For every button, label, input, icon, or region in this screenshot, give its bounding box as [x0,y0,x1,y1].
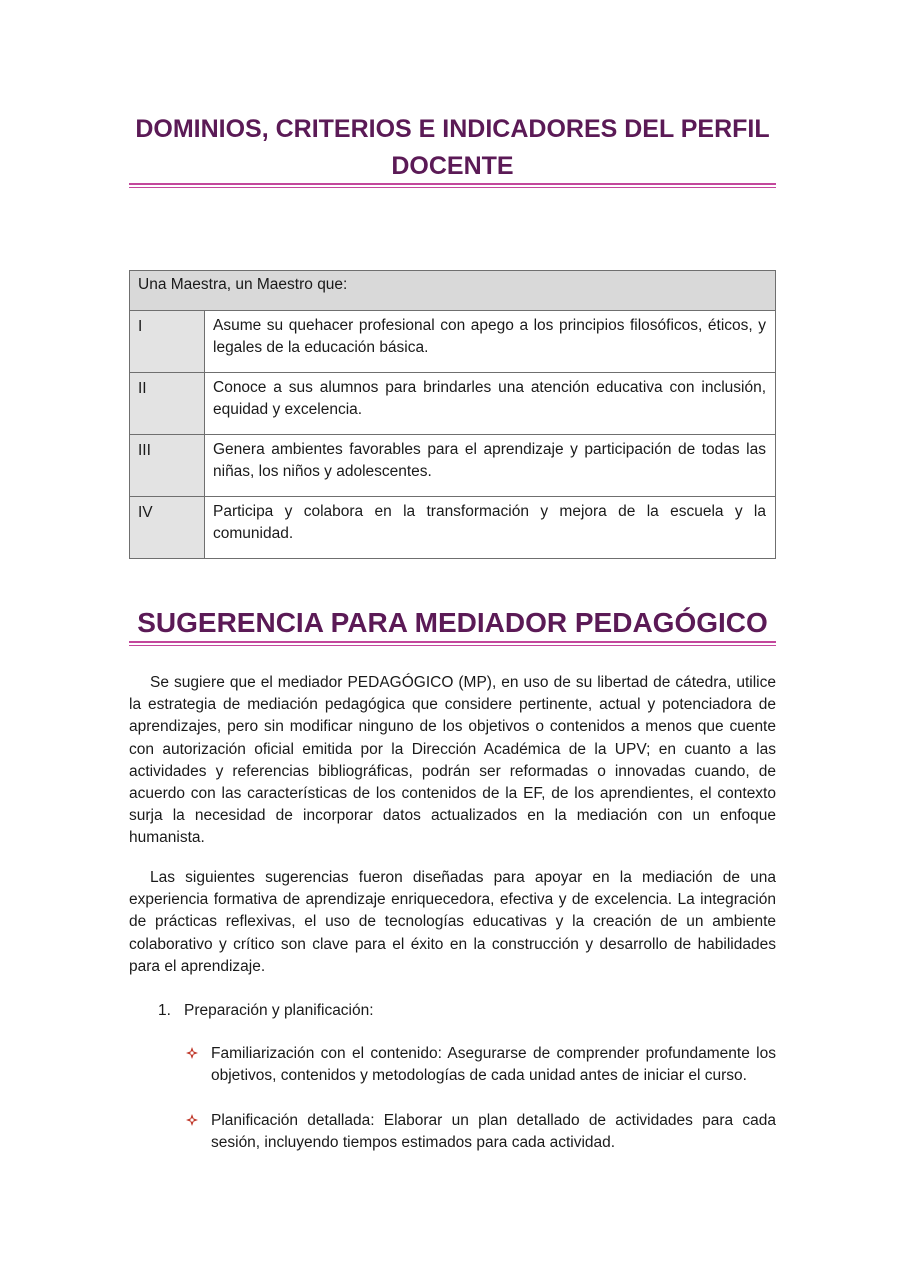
bullet-item [185,1110,776,1154]
table-row [130,435,776,497]
list-label: Preparación y planificación: [184,1002,374,1019]
row-text: Genera ambientes favorables para el aprendizaje y participación de todas las niñas, los niños y adolescentes. [205,435,776,497]
page-title: DOMINIOS, CRITERIOS E INDICADORES DEL PERFIL DOCENTE [135,115,770,180]
section-heading: SUGERENCIA PARA MEDIADOR PEDAGÓGICO [137,607,768,638]
row-text: Asume su quehacer profesional con apego a los principios filosóficos, éticos, y legales de la educación básica. [205,311,776,373]
title-rule [129,183,776,188]
bullet-flower-icon [185,1046,199,1060]
bullet-item [185,1043,776,1087]
row-text: Participa y colabora en la transformación y mejora de la escuela y la comunidad. [205,497,776,559]
row-number: I [130,311,205,373]
row-number: II [130,373,205,435]
row-text: Conoce a sus alumnos para brindarles una atención educativa con inclusión, equidad y excelencia. [205,373,776,435]
table-row [130,373,776,435]
profile-table [129,270,776,559]
paragraph-suggestions: Las siguientes sugerencias fueron diseñadas para apoyar en la mediación de una experiencia formativa de aprendizaje enriquecedora, efectiva y de excelencia. La integración de prácticas reflexivas, el uso de tecnologías educativas y la creación de un ambiente colaborativo y crítico son clave para el éxito en la construcción y desarrollo de habilidades para el aprendizaje. [129,869,776,975]
table-header: Una Maestra, un Maestro que: [130,271,776,311]
numbered-list-item [158,1000,374,1022]
row-number: IV [130,497,205,559]
section-rule [129,641,776,646]
list-number: 1. [158,1002,171,1019]
table-row [130,311,776,373]
bullet-text: Familiarización con el contenido: Asegurarse de comprender profundamente los objetivos, contenidos y metodologías de cada unidad antes de iniciar el curso. [211,1045,776,1085]
bullet-text: Planificación detallada: Elaborar un plan detallado de actividades para cada sesión, incluyendo tiempos estimados para cada actividad. [211,1112,776,1152]
bullet-flower-icon [185,1113,199,1127]
paragraph-intro: Se sugiere que el mediador PEDAGÓGICO (MP), en uso de su libertad de cátedra, utilice la estrategia de mediación pedagógica que considere pertinente, actual y potenciadora de aprendizajes, pero sin modificar ninguno de los objetivos o contenidos a menos que cuente con autorización oficial emitida por la Dirección Académica de la UPV; en cuanto a las actividades y referencias bibliográficas, podrán ser reformadas o innovadas cuando, de acuerdo con las características de los contenidos de la EF, de los aprendientes, el contexto surja la necesidad de incorporar datos actualizados en la mediación con un enfoque humanista. [129,674,776,847]
table-row [130,497,776,559]
row-number: III [130,435,205,497]
